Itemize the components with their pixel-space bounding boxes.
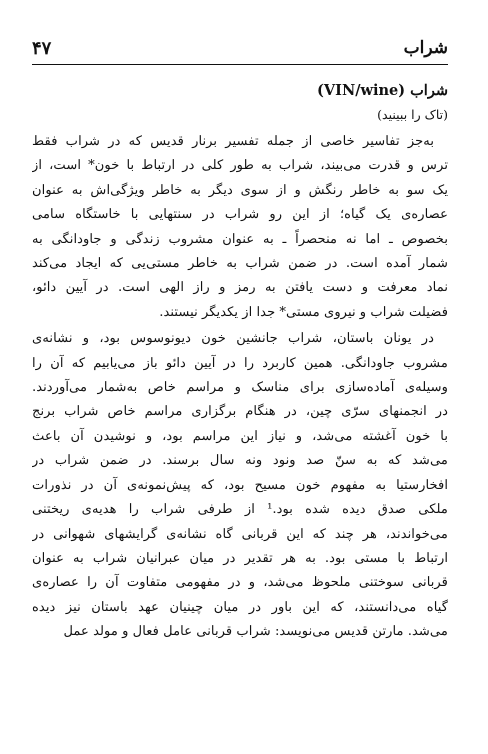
text-line: گیاه می‌دانستند، که این باور در میان چینیان عهد باستان نیز دیده [32,599,448,615]
text-line: در انجمنهای سرّی چین، در هنگام برگزاری مراسم خاص شراب برنج [32,404,448,420]
text-line: بخصوص ـ اما نه منحصراً ـ به عنوان مشروب زندگی و جاودانگی به [32,231,448,247]
text-line: ارتباط با مستی بود. به هر تقدیر در میان عبرانیان شراب به عنوان [32,550,448,566]
text-line: فضیلت شراب و نیروی مستی* جدا از یکدیگر نیستند. [159,304,448,320]
text-line: می‌شد. مارتن قدیس می‌نویسد: شراب قربانی عامل فعال و مولد عمل [63,624,448,640]
text-line: افخارستیا به مفهوم خون مسیح بود، که پیش‌نمونه‌ی آن در نذورات [32,477,448,493]
text-line: می‌خواندند، هر چند که این قربانی گاه نشانه‌ی گرایشهای شهوانی در [32,526,448,542]
text-line: نماد معرفت و دست یافتن به رمز و راز الهی است. در آیین دائو، [32,280,448,296]
text-line: قربانی سوختنی ملحوظ می‌شد، و در مفهومی متفاوت آن را عصاره‌ی [32,575,448,591]
text-line: شمار آمده است. در ضمن شراب به خاطر مستی‌یی که ایجاد می‌کند [32,256,448,272]
paragraph-2 [32,327,448,644]
text-line: ترس و قدرت می‌بیند، شراب به طور کلی در ارتباط با خون* است، از [32,158,448,174]
text-line: به‌جز تفاسیر خاصی از جمله تفسیر برنار قدیس که در شراب فقط [32,134,434,149]
text-line: وسیله‌ی آماده‌سازی برای مناسک و مراسم خاص به‌شمار می‌آوردند. [32,380,448,396]
text-line: می‌شد که به سنّ صد ونود ونه سال برسند. در ضمن شراب در [32,453,448,469]
page-content [32,78,448,645]
text-line: ملکی صدق دیده شده بود.¹ از طرفی شراب را هدیه‌ی ریختنی [32,502,448,518]
text-line: عصاره‌ی یک گیاه؛ از این رو شراب در سنتهایی با خاستگاه سامی [32,207,448,223]
text-line: در یونان باستان، شراب جانشین خون دیونوسوس بود، و نشانه‌ی [32,331,434,347]
paragraph-1 [32,130,448,325]
text-line: یک سو به خاطر رنگش و از سوی دیگر به خاطر ویژگی‌اش به عنوان [32,182,448,198]
running-title: شراب [403,38,448,58]
running-header [32,38,448,65]
entry-heading: شراب (VIN/wine) [317,82,448,99]
text-line: مشروب جاودانگی. همین کاربرد را در آیین دائو باز می‌یابیم که آن را [32,355,448,371]
page-number: ۴۷ [32,38,52,59]
text-line: با خون آغشته می‌شد، و نیاز این مراسم بود، و نوشیدن آن باعث [32,428,448,444]
entry-cross-reference: (تاک را ببینید) [377,107,448,122]
